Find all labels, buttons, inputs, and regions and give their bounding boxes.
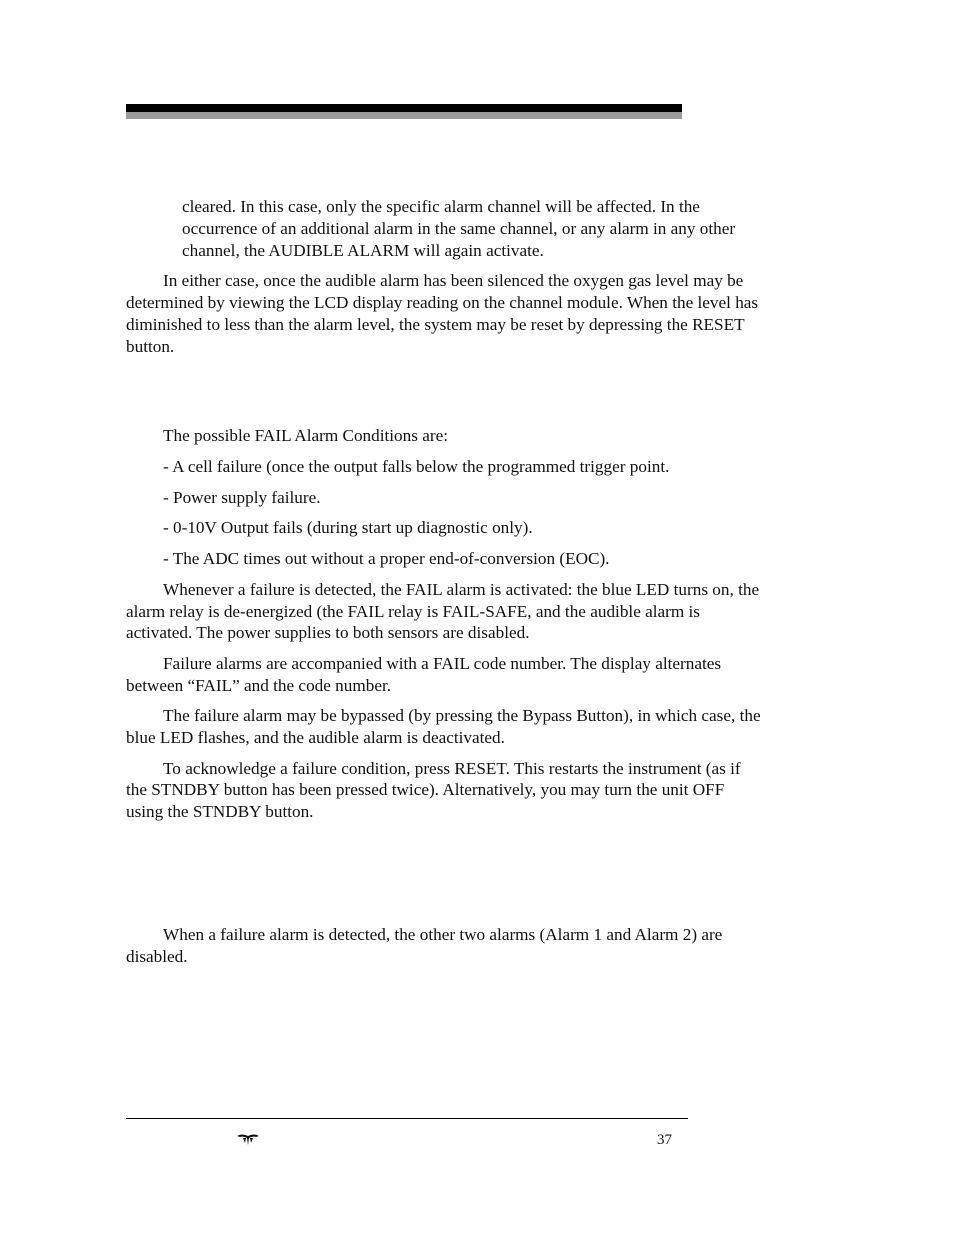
text-line: The failure alarm may be bypassed (by pressing the Bypass Button), in which case, the (163, 706, 761, 725)
text-line: To acknowledge a failure condition, press RESET. This restarts the instrument (as if (163, 759, 741, 778)
text-line: activated. The power supplies to both sensors are disabled. (126, 623, 530, 642)
text-line: disabled. (126, 947, 188, 966)
text-line: cleared. In this case, only the specific alarm channel will be affected. In the (182, 197, 700, 216)
text-line: diminished to less than the alarm level, the system may be reset by depressing the RESET (126, 315, 745, 334)
text-line: the STNDBY button has been pressed twice). Alternatively, you may turn the unit OFF (126, 780, 725, 799)
teledyne-logo-icon (236, 1132, 260, 1146)
header-rule-shadow (126, 112, 682, 119)
page-number: 37 (657, 1132, 672, 1148)
header-rule (126, 104, 682, 112)
list-item: - Power supply failure. (163, 488, 321, 507)
text-line: channel, the AUDIBLE ALARM will again activate. (182, 241, 544, 260)
list-item: - A cell failure (once the output falls below the programmed trigger point. (163, 457, 670, 476)
text-line: Failure alarms are accompanied with a FAIL code number. The display alternates (163, 654, 722, 673)
text-line: alarm relay is de-energized (the FAIL relay is FAIL-SAFE, and the audible alarm is (126, 602, 700, 621)
text-line: determined by viewing the LCD display reading on the channel module. When the level has (126, 293, 759, 312)
fail-intro: The possible FAIL Alarm Conditions are: (163, 426, 448, 445)
text-line: between “FAIL” and the code number. (126, 676, 392, 695)
text-line: Whenever a failure is detected, the FAIL alarm is activated: the blue LED turns on, the (163, 580, 760, 599)
text-line: When a failure alarm is detected, the other two alarms (Alarm 1 and Alarm 2) are (163, 925, 723, 944)
footer-rule (126, 1118, 688, 1119)
text-line: occurrence of an additional alarm in the same channel, or any alarm in any other (182, 219, 736, 238)
text-line: using the STNDBY button. (126, 802, 314, 821)
text-line: In either case, once the audible alarm has been silenced the oxygen gas level may be (163, 271, 744, 290)
list-item: - The ADC times out without a proper end-of-conversion (EOC). (163, 549, 610, 568)
list-item: - 0-10V Output fails (during start up diagnostic only). (163, 518, 533, 537)
text-line: blue LED flashes, and the audible alarm is deactivated. (126, 728, 505, 747)
text-line: button. (126, 337, 175, 356)
